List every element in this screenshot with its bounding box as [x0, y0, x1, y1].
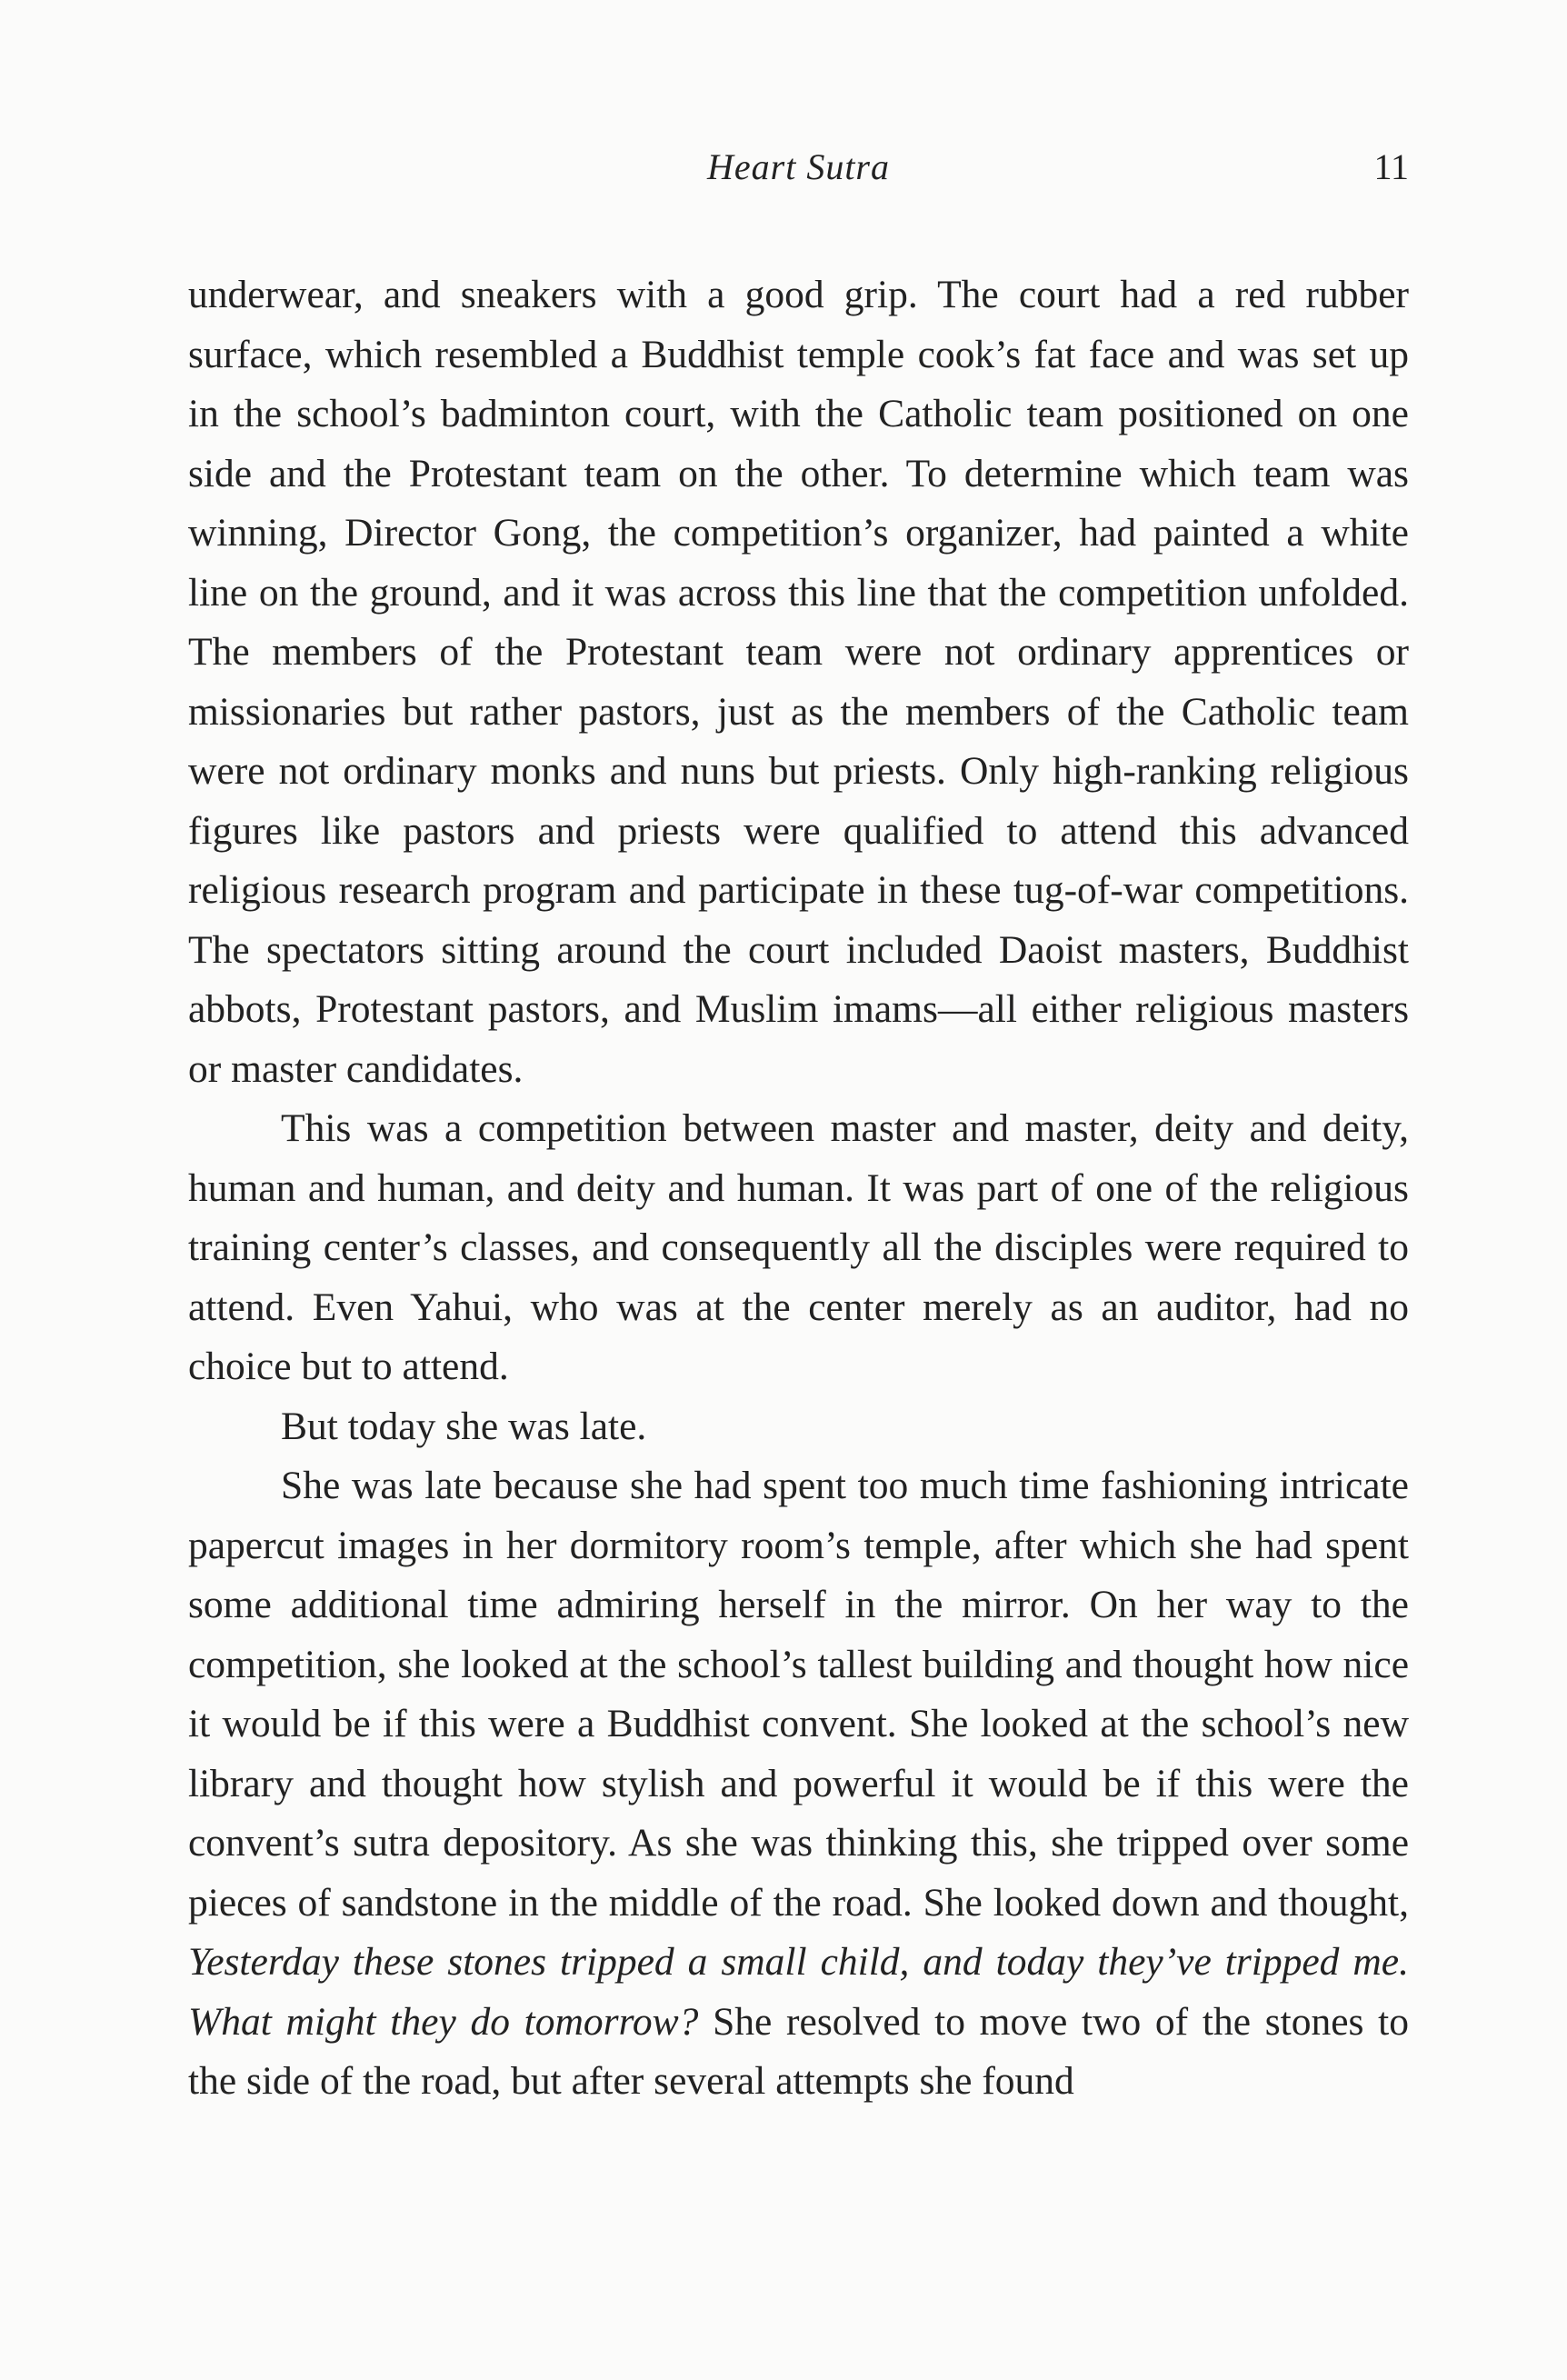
running-title: Heart Sutra — [707, 146, 890, 187]
page-header — [188, 145, 1409, 200]
paragraph-3-text: But today she was late. — [281, 1404, 647, 1448]
paragraph-1-text: underwear, and sneakers with a good grip. The court had a red rubber surface, which resembled a Buddhist temple cook’s fat face and was set up in the school’s badminton court, with the Catholic team positioned on one side and the Protestant team on the other. To determine which team was winning, Director Gong, the competition’s organizer, had painted a white line on the ground, and it was across this line that the competition unfolded. The members of the Protestant team were not ordinary apprentices or missionaries but rather pastors, just as the members of the Catholic team were not ordinary monks and nuns but priests. Only high-ranking religious figures like pastors and priests were qualified to attend this advanced religious research program and participate in these tug-of-war competitions. The spectators sitting around the court included Daoist masters, Buddhist abbots, Protestant pastors, and Muslim imams—all either religious masters or master candidates. — [188, 273, 1409, 1091]
paragraph-4-italic-thought: Yesterday these stones tripped a small child, and today they’ve tripped me. What might they do tomorrow? — [188, 1940, 1409, 2044]
paragraph-4 — [188, 1456, 1409, 2112]
page-number: 11 — [1373, 146, 1409, 187]
paragraph-2-text: This was a competition between master and master, deity and deity, human and human, and deity and human. It was part of one of the religious training center’s classes, and consequently all the disciples were required to attend. Even Yahui, who was at the center merely as an auditor, had no choice but to attend. — [188, 1106, 1409, 1388]
paragraph-4-text-end: She resolved to move two of the stones to the side of the road, but after several attempts she found — [188, 1999, 1409, 2103]
paragraph-3 — [188, 1397, 1409, 1457]
paragraph-2 — [188, 1099, 1409, 1397]
paragraph-1 — [188, 265, 1409, 1099]
paragraph-4-text: She was late because she had spent too much time fashioning intricate papercut images in her dormitory room’s temple, after which she had spent some additional time admiring herself in the mirror. On her way to the competition, she looked at the school’s tallest building and thought how nice it would be if this were a Buddhist convent. She looked at the school’s new library and thought how stylish and powerful it would be if this were the convent’s sutra depository. As she was thinking this, she tripped over some pieces of sandstone in the middle of the road. She looked down and thought, — [188, 1464, 1409, 1925]
body-text — [188, 265, 1409, 2112]
